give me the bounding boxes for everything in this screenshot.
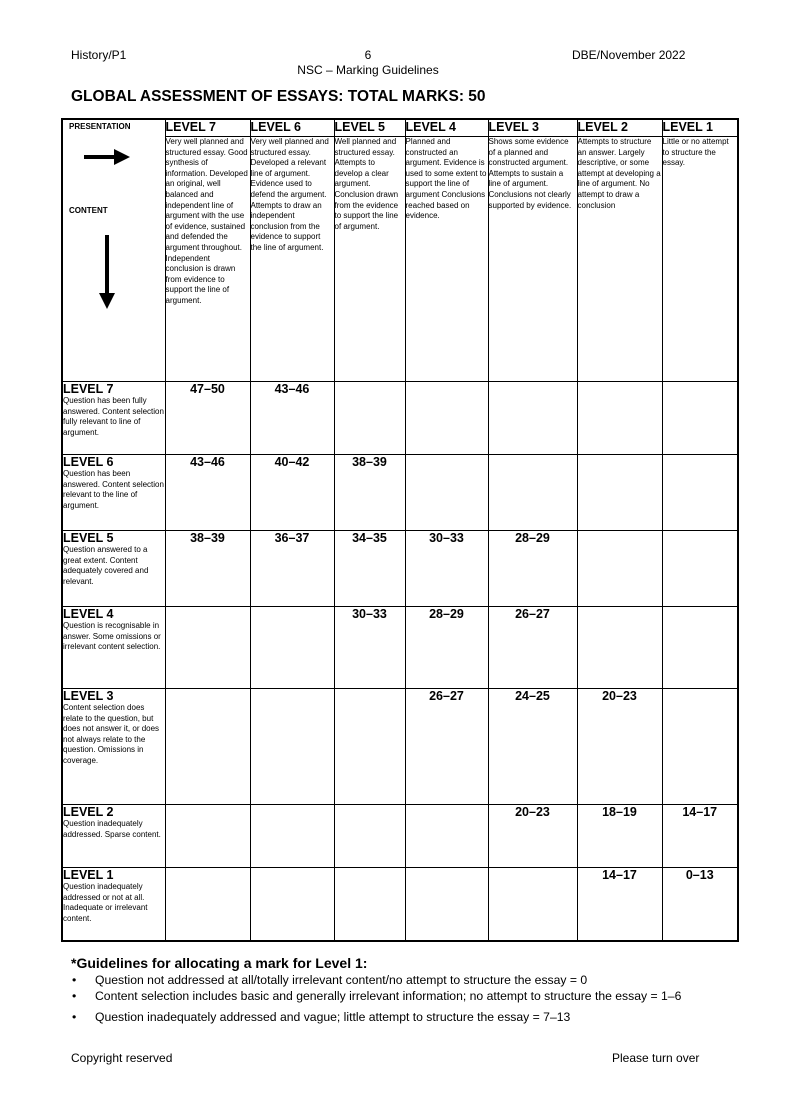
guideline-item bbox=[71, 989, 701, 1004]
mark-cell bbox=[165, 868, 250, 941]
mark-cell bbox=[250, 868, 334, 941]
mark-cell bbox=[250, 805, 334, 868]
arrow-down-icon bbox=[98, 235, 116, 311]
row-level-label: LEVEL 1 bbox=[63, 868, 114, 882]
row-level-description: Question answered to a great extent. Content adequately covered and relevant. bbox=[63, 545, 149, 586]
row-header bbox=[62, 805, 165, 868]
level-header-row bbox=[62, 119, 738, 137]
row-level-description: Question inadequately addressed or not at all. Inadequate or irrelevant content. bbox=[63, 882, 148, 923]
page-title: GLOBAL ASSESSMENT OF ESSAYS: TOTAL MARKS: 50 bbox=[71, 88, 486, 105]
bullet-icon: • bbox=[72, 989, 77, 1003]
mark-cell: 36–37 bbox=[250, 531, 334, 607]
mark-cell bbox=[405, 805, 488, 868]
content-row-level-1 bbox=[62, 868, 738, 941]
row-header bbox=[62, 689, 165, 805]
mark-cell bbox=[405, 382, 488, 455]
assessment-grid bbox=[61, 118, 739, 942]
column-level-2: LEVEL 2 bbox=[577, 119, 662, 137]
row-header bbox=[62, 531, 165, 607]
mark-cell bbox=[662, 382, 738, 455]
content-row-level-6 bbox=[62, 455, 738, 531]
mark-cell bbox=[334, 805, 405, 868]
presentation-descriptor: Planned and constructed an argument. Evidence is used to some extent to support the line of argument Conclusions reached based on evidence. bbox=[405, 137, 488, 382]
mark-cell bbox=[662, 607, 738, 689]
content-row-level-7 bbox=[62, 382, 738, 455]
content-row-level-5 bbox=[62, 531, 738, 607]
mark-cell: 20–23 bbox=[577, 689, 662, 805]
row-level-description: Content selection does relate to the question, but does not answer it, or does not always relate to the question. Omissions in coverage. bbox=[63, 703, 160, 765]
mark-cell bbox=[488, 455, 577, 531]
mark-cell bbox=[165, 689, 250, 805]
guideline-text: Question not addressed at all/totally irrelevant content/no attempt to structure the essay = 0 bbox=[95, 973, 588, 987]
mark-cell bbox=[334, 689, 405, 805]
content-label: CONTENT bbox=[69, 206, 108, 215]
row-level-label: LEVEL 2 bbox=[63, 805, 114, 819]
mark-cell bbox=[577, 382, 662, 455]
row-level-label: LEVEL 7 bbox=[63, 382, 114, 396]
mark-cell: 26–27 bbox=[405, 689, 488, 805]
column-level-7: LEVEL 7 bbox=[165, 119, 250, 137]
header-right: DBE/November 2022 bbox=[572, 48, 686, 62]
mark-cell bbox=[165, 607, 250, 689]
guideline-text: Question inadequately addressed and vague; little attempt to structure the essay = 7–13 bbox=[95, 1010, 571, 1024]
mark-cell: 0–13 bbox=[662, 868, 738, 941]
footer-turn-over: Please turn over bbox=[612, 1051, 700, 1065]
row-header bbox=[62, 382, 165, 455]
mark-cell bbox=[577, 455, 662, 531]
bullet-icon: • bbox=[72, 1010, 77, 1024]
row-level-label: LEVEL 4 bbox=[63, 607, 114, 621]
mark-cell bbox=[334, 868, 405, 941]
column-level-6: LEVEL 6 bbox=[250, 119, 334, 137]
arrow-right-icon bbox=[84, 149, 132, 165]
mark-cell: 26–27 bbox=[488, 607, 577, 689]
mark-cell: 38–39 bbox=[165, 531, 250, 607]
guideline-text: Content selection includes basic and generally irrelevant information; no attempt to structure the essay = 1–6 bbox=[95, 989, 682, 1003]
mark-cell: 30–33 bbox=[405, 531, 488, 607]
presentation-descriptor: Shows some evidence of a planned and constructed argument. Attempts to sustain a line of argument. Conclusions not clearly supported by evidence. bbox=[488, 137, 577, 382]
presentation-descriptor: Very well planned and structured essay. Good synthesis of information. Developed an original, well balanced and independent line of argument with the use of evidence, sustained and defended the argument throughout. Independent conclusion is drawn from evidence to support the line of argument. bbox=[165, 137, 250, 382]
presentation-descriptor: Very well planned and structured essay. Developed a relevant line of argument. Evidence used to defend the argument. Attempts to draw an independent conclusion from the evidence to support the line of argument. bbox=[250, 137, 334, 382]
footer-copyright: Copyright reserved bbox=[71, 1051, 173, 1065]
mark-cell: 28–29 bbox=[405, 607, 488, 689]
guidelines-title: *Guidelines for allocating a mark for Level 1: bbox=[71, 955, 368, 971]
column-level-5: LEVEL 5 bbox=[334, 119, 405, 137]
header-left: History/P1 bbox=[71, 48, 127, 62]
column-level-4: LEVEL 4 bbox=[405, 119, 488, 137]
row-header bbox=[62, 455, 165, 531]
row-level-label: LEVEL 3 bbox=[63, 689, 114, 703]
row-level-label: LEVEL 6 bbox=[63, 455, 114, 469]
mark-cell: 30–33 bbox=[334, 607, 405, 689]
axis-corner-cell bbox=[62, 119, 165, 382]
content-row-level-4 bbox=[62, 607, 738, 689]
guideline-item bbox=[71, 1010, 701, 1025]
mark-cell: 47–50 bbox=[165, 382, 250, 455]
row-level-label: LEVEL 5 bbox=[63, 531, 114, 545]
mark-cell bbox=[662, 531, 738, 607]
row-level-description: Question has been answered. Content selection relevant to the line of argument. bbox=[63, 469, 164, 510]
mark-cell: 24–25 bbox=[488, 689, 577, 805]
mark-cell: 43–46 bbox=[165, 455, 250, 531]
row-header bbox=[62, 868, 165, 941]
content-row-level-3 bbox=[62, 689, 738, 805]
content-row-level-2 bbox=[62, 805, 738, 868]
presentation-label: PRESENTATION bbox=[69, 122, 131, 131]
mark-cell: 14–17 bbox=[662, 805, 738, 868]
mark-cell: 20–23 bbox=[488, 805, 577, 868]
mark-cell: 34–35 bbox=[334, 531, 405, 607]
mark-cell bbox=[662, 455, 738, 531]
presentation-descriptor: Well planned and structured essay. Attempts to develop a clear argument. Conclusion drawn from the evidence to support the line of argument. bbox=[334, 137, 405, 382]
mark-cell bbox=[405, 868, 488, 941]
row-level-description: Question has been fully answered. Content selection fully relevant to line of argument. bbox=[63, 396, 164, 437]
mark-cell: 18–19 bbox=[577, 805, 662, 868]
guideline-item bbox=[71, 973, 701, 988]
presentation-descriptor: Little or no attempt to structure the essay. bbox=[662, 137, 738, 382]
mark-cell bbox=[250, 689, 334, 805]
mark-cell bbox=[334, 382, 405, 455]
mark-cell bbox=[662, 689, 738, 805]
mark-cell bbox=[405, 455, 488, 531]
header-subtitle: NSC – Marking Guidelines bbox=[297, 63, 439, 77]
mark-cell bbox=[488, 382, 577, 455]
bullet-icon: • bbox=[72, 973, 77, 987]
mark-cell: 38–39 bbox=[334, 455, 405, 531]
row-level-description: Question inadequately addressed. Sparse content. bbox=[63, 819, 161, 839]
mark-cell bbox=[250, 607, 334, 689]
column-level-3: LEVEL 3 bbox=[488, 119, 577, 137]
row-header bbox=[62, 607, 165, 689]
page-number: 6 bbox=[364, 48, 372, 62]
presentation-descriptor: Attempts to structure an answer. Largely descriptive, or some attempt at developing a line of argument. No attempt to draw a conclusion bbox=[577, 137, 662, 382]
guidelines-list bbox=[71, 973, 701, 1026]
mark-cell: 28–29 bbox=[488, 531, 577, 607]
mark-cell bbox=[577, 607, 662, 689]
mark-cell: 14–17 bbox=[577, 868, 662, 941]
mark-cell bbox=[488, 868, 577, 941]
mark-cell: 43–46 bbox=[250, 382, 334, 455]
mark-cell: 40–42 bbox=[250, 455, 334, 531]
row-level-description: Question is recognisable in answer. Some omissions or irrelevant content selection. bbox=[63, 621, 161, 652]
mark-cell bbox=[165, 805, 250, 868]
mark-cell bbox=[577, 531, 662, 607]
column-level-1: LEVEL 1 bbox=[662, 119, 738, 137]
